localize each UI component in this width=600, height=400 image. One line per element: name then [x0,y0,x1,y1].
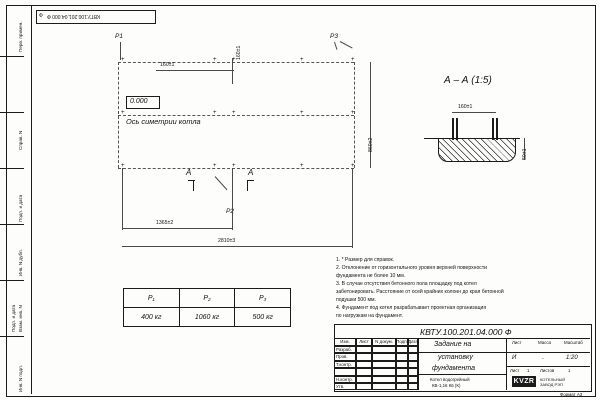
anchor-mark: + [351,110,355,116]
stamp-row-3-label: Т.контр. [334,361,356,369]
stamp-row-3-c3 [372,361,396,369]
header-code-text: КВТУ.100.201.04.000 Ф [47,13,100,19]
anchor-mark: + [351,163,355,169]
left-margin-label-4: Взам. инв. N [18,305,23,332]
datum-label: 0.000 [130,98,148,105]
stamp-row-1-c4 [396,346,408,354]
dim-160-right: 160±1 [236,45,242,60]
col-label-scale: Масштаб [564,340,583,345]
anchor-mark: + [121,110,125,116]
dim-line-160-top [156,70,214,71]
left-margin-label-0: Перв. примен. [18,21,23,52]
dim-section-160: 160±1 [458,104,473,110]
anchor-bolt-left [452,118,454,140]
anchor-mark: + [121,163,125,169]
note-line-0: 1. * Размер для справок. [336,257,395,263]
dim-1365: 1365±2 [156,220,174,226]
dim-ext-right-2810 [352,168,353,248]
dim-line-s160 [452,112,496,113]
plan-outline-top [118,62,354,63]
title-block-div-2 [418,374,506,375]
dim-2810: 2810±3 [218,238,236,244]
anchor-mark: + [300,57,304,63]
section-arrow-right [247,180,248,191]
anchor-mark: + [232,57,236,63]
org-name-line-0: КОТЕЛЬНЫЙ [540,377,566,382]
title-line-0: Задание на [434,341,472,348]
list-value: 1 [527,368,530,373]
note-line-2: фундамента не более 10 мм. [336,273,406,279]
note-line-5: подушки 500 мм. [336,297,376,303]
left-margin-label-2: Подп. и дата [18,194,23,222]
stamp-row-6-label: Утв. [334,383,356,390]
stamp-row-3-c4 [396,361,408,369]
anchor-mark: + [121,57,125,63]
company-logo: KVZR [513,378,535,385]
anchor-bolt-right [492,118,494,140]
anchor-mark: + [213,163,217,169]
stamp-row-4-label [334,368,356,376]
load-header-p3: Р₃ [235,289,291,308]
note-line-3: 3. В случае отсутствия бетонного пола площадку под котел [336,281,477,287]
title-line-2: фундамента [432,365,475,372]
load-header-p1: Р₁ [124,289,180,308]
point-label-p3: Р3 [330,33,338,40]
load-table [123,288,291,327]
stamp-row-4-c2 [356,368,372,376]
left-margin-label-5: Подп. и дата [11,304,16,332]
axis-label: Ось симетрии котла [126,117,201,126]
left-margin-cell [0,56,24,113]
section-title: А – А (1:5) [444,75,492,86]
note-line-4: забетонировать. Расстояние от осей крайних колонн до края бетонной [336,289,504,295]
dim-ext-right-1365 [232,168,233,230]
stamp-row-3-c2 [356,361,372,369]
point-label-p1: Р1 [115,33,123,40]
section-mark-a-right: А [248,168,254,177]
anchor-mark: + [232,163,236,169]
note-line-1: 2. Отклонение от горизонтального уровня верхней поверхности [336,265,488,271]
stamp-row-0-c3: N докум. [372,338,396,346]
sheets-value: 1 [568,368,571,373]
title-block-div-v1 [418,338,419,390]
stamp-row-4-c5 [408,368,418,376]
stamp-row-2-c3 [372,353,396,361]
section-arrow-left-tail [188,180,195,181]
left-margin-label-6: Инв. N подл. [18,364,23,392]
title-block-div-3 [418,352,590,353]
stamp-row-0-label: Изм. [334,338,356,346]
p1-leader [120,42,121,60]
point-label-p2: Р2 [226,208,234,215]
left-margin-label-3: Инв. N дубл. [18,249,23,276]
plan-center-axis [118,115,354,116]
anchor-mark: + [213,110,217,116]
dim-section-50: 50±1 [522,148,528,160]
stage-value: И [512,355,517,361]
stamp-row-5-c2 [356,376,372,384]
load-value-p1: 400 кг [124,308,180,327]
section-arrow-right-tail [247,180,254,181]
col-label-list: Лист [512,340,522,345]
stamp-row-6-c3 [372,383,396,390]
load-value-p3: 500 кг [235,308,291,327]
stamp-row-4-c3 [372,368,396,376]
anchor-mark: + [300,163,304,169]
left-margin-label-1: Справ. N [18,130,23,150]
anchor-mark: + [300,110,304,116]
sheets-label: Листов [540,368,555,373]
title-line-1: установку [438,354,473,361]
stamp-row-6-c4 [396,383,408,390]
col-label-mass: Масса [538,340,551,345]
stamp-row-4-c4 [396,368,408,376]
stamp-row-0-c5: Дата [408,339,418,345]
stamp-row-1-label: Разраб. [334,346,356,354]
load-header-p2: Р₂ [179,289,235,308]
scale-value: 1:20 [566,355,578,361]
anchor-mark: + [232,110,236,116]
stamp-row-5-c3 [372,376,396,384]
foundation-block [438,138,516,162]
title-block-code: КВТУ.100.201.04.000 Ф [420,327,512,337]
stamp-row-1-c5 [408,346,418,354]
plan-outline-bottom [118,168,354,169]
note-line-7: по нагрузкам на фундамент. [336,313,403,319]
org-name-line-1: ЗАВОД РЭП [540,382,563,387]
load-table-header-row [124,289,291,308]
note-line-6: 4. Фундамент под котел разрабатывает проектная организация [336,305,487,311]
stamp-row-2-c2 [356,353,372,361]
dim-line-2810 [122,246,352,247]
stamp-row-1-c2 [356,346,372,354]
list-label-2: Лист [510,368,520,373]
dim-ext-left-1365 [122,168,123,230]
load-table-value-row [124,308,291,327]
stamp-row-2-label: Пров. [334,353,356,361]
stamp-row-5-c5 [408,376,418,384]
stamp-row-0-c4: Подп. [396,339,408,345]
format-label: Формат А3 [560,392,583,397]
stamp-row-1-c3 [372,346,396,354]
title-block-div-4 [506,366,590,367]
stamp-row-5-label: Н.контр. [334,376,356,384]
section-arrow-left [193,180,194,191]
subtitle-line-0: Котел водогрейный [430,377,470,382]
floor-line [424,138,520,139]
mass-value: - [542,356,544,362]
dim-160-top: 160±1 [160,62,175,68]
dim-line-160-top-b [214,70,234,71]
stamp-row-2-c4 [396,353,408,361]
anchor-mark: + [351,57,355,63]
stamp-row-6-c5 [408,383,418,390]
stamp-row-6-c2 [356,383,372,390]
section-mark-a-left: А [186,168,192,177]
stamp-row-2-c5 [408,353,418,361]
dim-860: 860±2 [368,137,374,152]
dim-line-160-right [232,58,233,84]
title-block-div-v2 [506,338,507,390]
stamp-row-0-c2: Лист [356,338,372,346]
stamp-row-3-c5 [408,361,418,369]
dim-line-1365 [122,228,232,229]
anchor-bolt-right-b [496,118,498,140]
dim-line-860 [370,62,371,168]
header-code-prefix: Ф [39,13,43,19]
load-value-p2: 1060 кг [179,308,235,327]
stamp-row-5-c4 [396,376,408,384]
subtitle-line-1: КВ-1,16 К6 (К) [432,383,461,388]
anchor-bolt-left-b [456,118,458,140]
anchor-mark: + [213,57,217,63]
